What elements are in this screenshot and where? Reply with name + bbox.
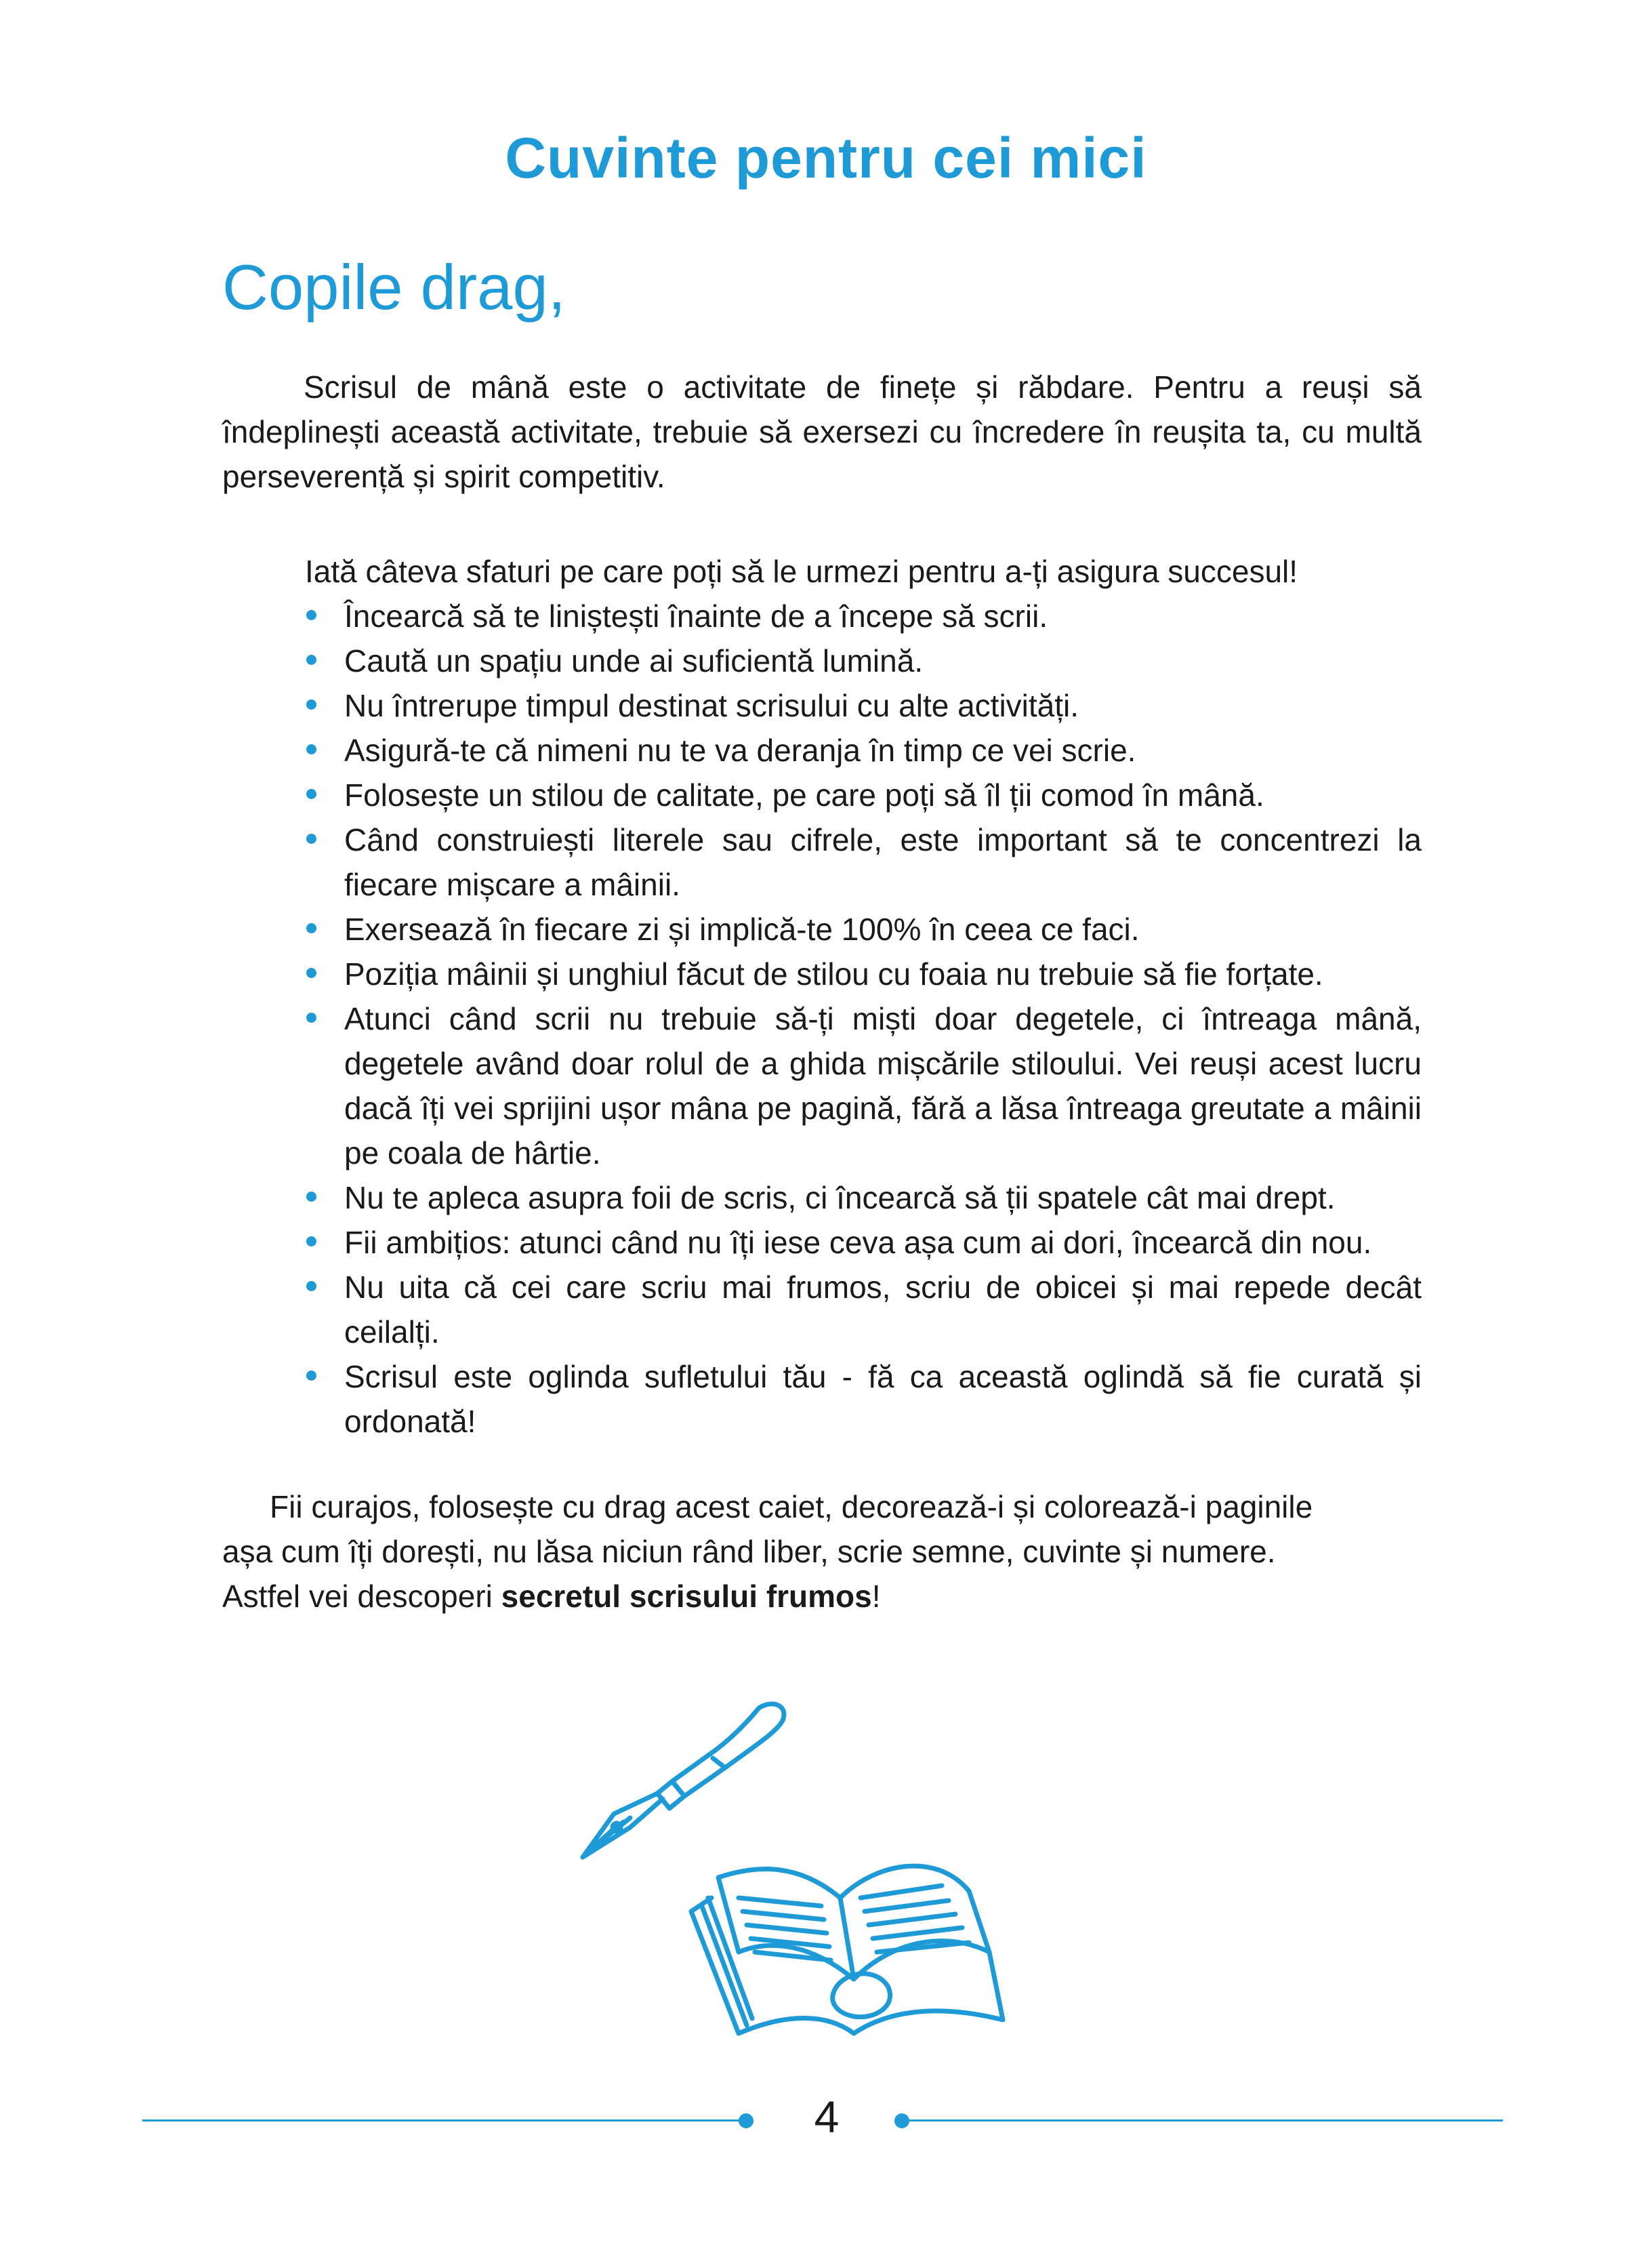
footer-rule-right — [903, 2119, 1503, 2122]
tip-text: Folosește un stilou de calitate, pe care poți să îl ții comod în mână. — [344, 777, 1264, 813]
tip-item — [305, 683, 1422, 728]
intro-paragraph — [222, 365, 1422, 499]
tip-item — [305, 1265, 1422, 1354]
bullet-icon — [306, 1371, 316, 1381]
page-number: 4 — [814, 2092, 840, 2142]
closing-line-3-suffix: ! — [871, 1579, 881, 1614]
bullet-icon — [306, 923, 316, 933]
writing-illustration — [556, 1694, 1016, 2047]
tip-text: Încearcă să te liniștești înainte de a începe să scrii. — [344, 598, 1048, 634]
tips-lead: Iată câteva sfaturi pe care poți să le urmezi pentru a-ți asigura succesul! — [305, 554, 1298, 589]
closing-line-2: așa cum îți dorești, nu lăsa niciun rând liber, scrie semne, cuvinte și numere. — [222, 1534, 1276, 1569]
footer-dot-left — [739, 2113, 753, 2128]
fountain-pen-icon — [583, 1704, 784, 1857]
tip-item — [305, 728, 1422, 773]
tips-list — [305, 594, 1422, 1444]
tip-text: Nu întrerupe timpul destinat scrisului cu alte activități. — [344, 688, 1079, 723]
tip-item — [305, 1220, 1422, 1265]
closing-line-3-prefix: Astfel vei descoperi — [222, 1579, 501, 1614]
tip-text: Scrisul este oglinda sufletului tău - fă ca această oglindă să fie curată și ordonată! — [344, 1359, 1422, 1439]
tip-item — [305, 952, 1422, 996]
tip-item — [305, 773, 1422, 817]
tip-item — [305, 817, 1422, 907]
closing-paragraph — [222, 1484, 1388, 1619]
tip-item — [305, 1354, 1422, 1444]
tip-item — [305, 594, 1422, 638]
open-book-icon — [691, 1866, 1003, 2033]
bullet-icon — [306, 1236, 316, 1246]
bullet-icon — [306, 834, 316, 844]
tip-item — [305, 1175, 1422, 1220]
intro-text: Scrisul de mână este o activitate de finețe și răbdare. Pentru a reuși să îndeplinești această activitate, trebuie să exersezi cu încredere în reușita ta, cu multă perseverență și spirit competitiv. — [222, 369, 1422, 494]
tip-text: Fii ambițios: atunci când nu îți iese ceva așa cum ai dori, încearcă din nou. — [344, 1225, 1372, 1260]
tip-text: Atunci când scrii nu trebuie să-ți miști doar degetele, ci întreaga mână, degetele având doar rolul de a ghida mișcările stiloului. Vei reuși acest lucru dacă îți vei sprijini ușor mâna pe pagină, fără a lăsa întreaga greutate a mâinii pe coala de hârtie. — [344, 1001, 1422, 1171]
tip-item — [305, 907, 1422, 952]
closing-bold-phrase: secretul scrisului frumos — [501, 1579, 872, 1614]
tip-text: Nu uita că cei care scriu mai frumos, scriu de obicei și mai repede decât ceilalți. — [344, 1270, 1422, 1349]
bullet-icon — [306, 699, 316, 710]
tip-text: Când construiești literele sau cifrele, este important să te concentrezi la fiecare mișcare a mâinii. — [344, 822, 1422, 902]
bullet-icon — [306, 744, 316, 754]
page-title: Cuvinte pentru cei mici — [505, 126, 1147, 190]
footer-rule-left — [142, 2119, 745, 2122]
tip-item — [305, 996, 1422, 1175]
bullet-icon — [306, 1013, 316, 1023]
bullet-icon — [306, 968, 316, 978]
tip-text: Asigură-te că nimeni nu te va deranja în timp ce vei scrie. — [344, 733, 1136, 768]
bullet-icon — [306, 789, 316, 799]
tip-text: Poziția mâinii și unghiul făcut de stilou cu foaia nu trebuie să fie forțate. — [344, 956, 1323, 992]
greeting-heading: Copile drag, — [222, 251, 566, 323]
bullet-icon — [306, 610, 316, 620]
tip-item — [305, 638, 1422, 683]
tip-text: Caută un spațiu unde ai suficientă lumină. — [344, 643, 924, 678]
tip-text: Exersează în fiecare zi și implică-te 100% în ceea ce faci. — [344, 912, 1140, 947]
closing-line-1: Fii curajos, folosește cu drag acest caiet, decorează-i și colorează-i paginile — [270, 1489, 1313, 1524]
tip-text: Nu te apleca asupra foii de scris, ci încearcă să ții spatele cât mai drept. — [344, 1180, 1336, 1215]
bullet-icon — [306, 1192, 316, 1202]
bullet-icon — [306, 655, 316, 665]
bullet-icon — [306, 1281, 316, 1291]
